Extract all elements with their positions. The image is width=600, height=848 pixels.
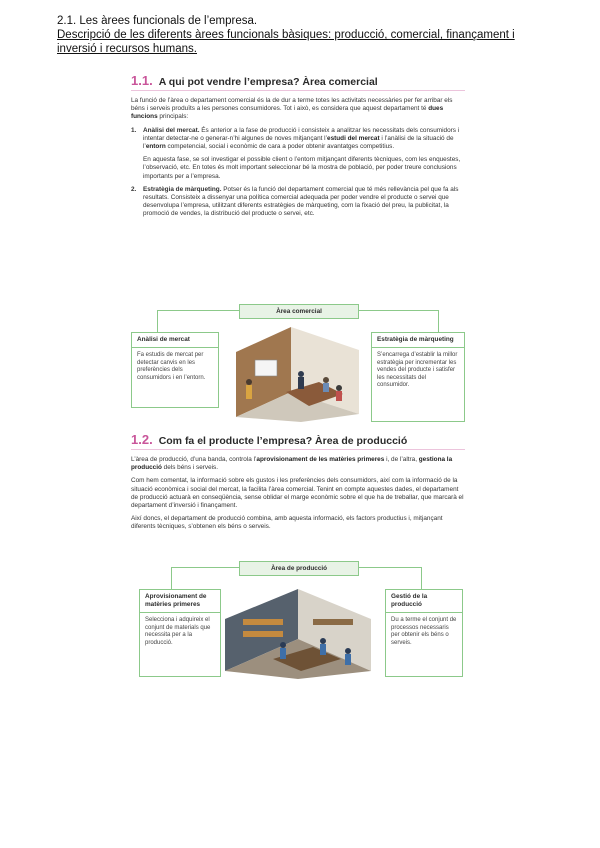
worker-figure: [280, 642, 286, 648]
section-1-number: 1.1.: [131, 73, 153, 88]
marketing-strategy-card: [371, 332, 465, 422]
list-item-market-analysis: 1. Anàlisi del mercat. És anterior a la fase de producció i consisteix a analitzar les necessitats dels consumidors i intentar detectar-ne o generar-n’hi algunes de noves mitjançant l’estudi del mercat i l’anàlisi de la situació de l’entorn competencial, social i econòmic de cara a poder obtenir avantatges competitius. En aquesta fase, se sol investigar el possible client o l’entorn mitjançant diferents tècniques, com les enquestes, l’observació, etc. En totes és molt important seleccionar bé la mostra de població, per poder treure conclusions importants per a l’empresa.: [131, 127, 465, 181]
raw-materials-card: [139, 589, 221, 677]
textbook-page: [131, 73, 465, 224]
commercial-area-label: Àrea comercial: [239, 304, 359, 319]
connector-line: [157, 310, 158, 332]
office-meeting-illustration: [231, 322, 365, 422]
workshop-illustration: [223, 579, 373, 679]
title-divider: [131, 449, 465, 450]
person-figure: [323, 383, 329, 392]
section-2-paragraph-1: L’àrea de producció, d’una banda, controla l’aprovisionament de les matèries primeres i, de l’altra, gestiona la producció dels béns i serveis.: [131, 456, 453, 472]
production-area-diagram: [131, 559, 465, 681]
connector-line: [421, 567, 422, 589]
section-2-number: 1.2.: [131, 432, 153, 447]
worker-figure: [345, 654, 351, 665]
worker-figure: [345, 648, 351, 654]
connector-line: [171, 567, 172, 589]
section-1-intro: La funció de l’àrea o departament comercial és la de dur a terme totes les activitats necessàries per fer arribar els béns i serveis produïts a les persones consumidores. Tot i això, es considera que aquest departament té dues funcions principals:: [131, 97, 453, 121]
section-1-heading: A qui pot vendre l’empresa? Àrea comercial: [158, 76, 378, 88]
worker-figure: [320, 638, 326, 644]
production-area-label: Àrea de producció: [239, 561, 359, 576]
card-body: S’encarrega d’establir la millor estratègia per incrementar les vendes del producte i satisfer les necessitats del consumidor.: [377, 352, 458, 389]
list-item-marketing-strategy: 2. Estratègia de màrqueting. Potser és la funció del departament comercial que té més rellevància pel que fa als resultats. Consisteix a dissenyar una política comercial adequada per poder vendre el producte o servei que desenvolupa l’empresa, utilitzant diferents estratègies de màrqueting, com la fixació del preu, la publicitat, la promoció de vendes, la distribució del producte o servei, etc.: [131, 185, 459, 218]
section-2-paragraph-3: Així doncs, el departament de producció combina, amb aquesta informació, els factors productius i, mitjançant diferents tècniques, s’obtenen els béns o serveis.: [131, 515, 443, 531]
market-analysis-detail: En aquesta fase, se sol investigar el possible client o l’entorn mitjançant diferents tècniques, com les enquestes, l’observació, etc. En totes és molt important seleccionar bé la mostra de població, per poder treure conclusions importants per a l’empresa.: [143, 156, 461, 180]
header-title: 2.1. Les àrees funcionals de l’empresa.: [57, 15, 258, 27]
worker-figure: [280, 648, 286, 659]
person-figure: [336, 391, 342, 401]
worker-figure: [320, 644, 326, 655]
presentation-board: [255, 360, 277, 376]
section-1-title: [131, 73, 465, 88]
person-figure: [246, 385, 252, 399]
production-management-card: [385, 589, 463, 677]
market-analysis-card: [131, 332, 219, 408]
shelf: [243, 631, 283, 637]
title-divider: [131, 90, 465, 91]
card-body: Selecciona i adquireix el conjunt de materials que necessita per a la producció.: [145, 617, 211, 646]
card-title: Aprovisionament de matèries primeres: [140, 590, 220, 613]
connector-line: [438, 310, 439, 332]
document-header: [57, 14, 557, 56]
person-figure: [336, 385, 342, 391]
person-figure: [246, 379, 252, 385]
production-section: [131, 432, 465, 537]
section-2-title: [131, 432, 465, 447]
card-title: Anàlisi de mercat: [132, 333, 218, 348]
person-figure: [298, 371, 304, 377]
card-title: Gestió de la producció: [386, 590, 462, 613]
person-figure: [298, 377, 304, 389]
header-subtitle: Descripció de les diferents àrees funcionals bàsiques: producció, comercial, finançament i inversió i recursos humans.: [57, 29, 515, 55]
person-figure: [323, 377, 329, 383]
card-body: Fa estudis de mercat per detectar canvis en les preferències dels consumidors i en l’entorn.: [137, 352, 206, 381]
commercial-area-diagram: [131, 302, 465, 424]
card-title: Estratègia de màrqueting: [372, 333, 464, 348]
shelf: [243, 619, 283, 625]
section-2-heading: Com fa el producte l’empresa? Àrea de producció: [158, 435, 408, 447]
card-body: Du a terme el conjunt de processos necessaris per obtenir els béns o serveis.: [391, 617, 457, 646]
section-2-paragraph-2: Com hem comentat, la informació sobre els gustos i les preferències dels consumidors, així com la informació de la situació econòmica i social del mercat, la facilita l’àrea comercial. Tenint en compte aquestes dades, el departament de producció actuarà en conseqüència, sense oblidar el marge econòmic sobre el que ha de treballar, que marcarà el departament d’inversió i finançament.: [131, 477, 464, 510]
shelf: [313, 619, 353, 625]
